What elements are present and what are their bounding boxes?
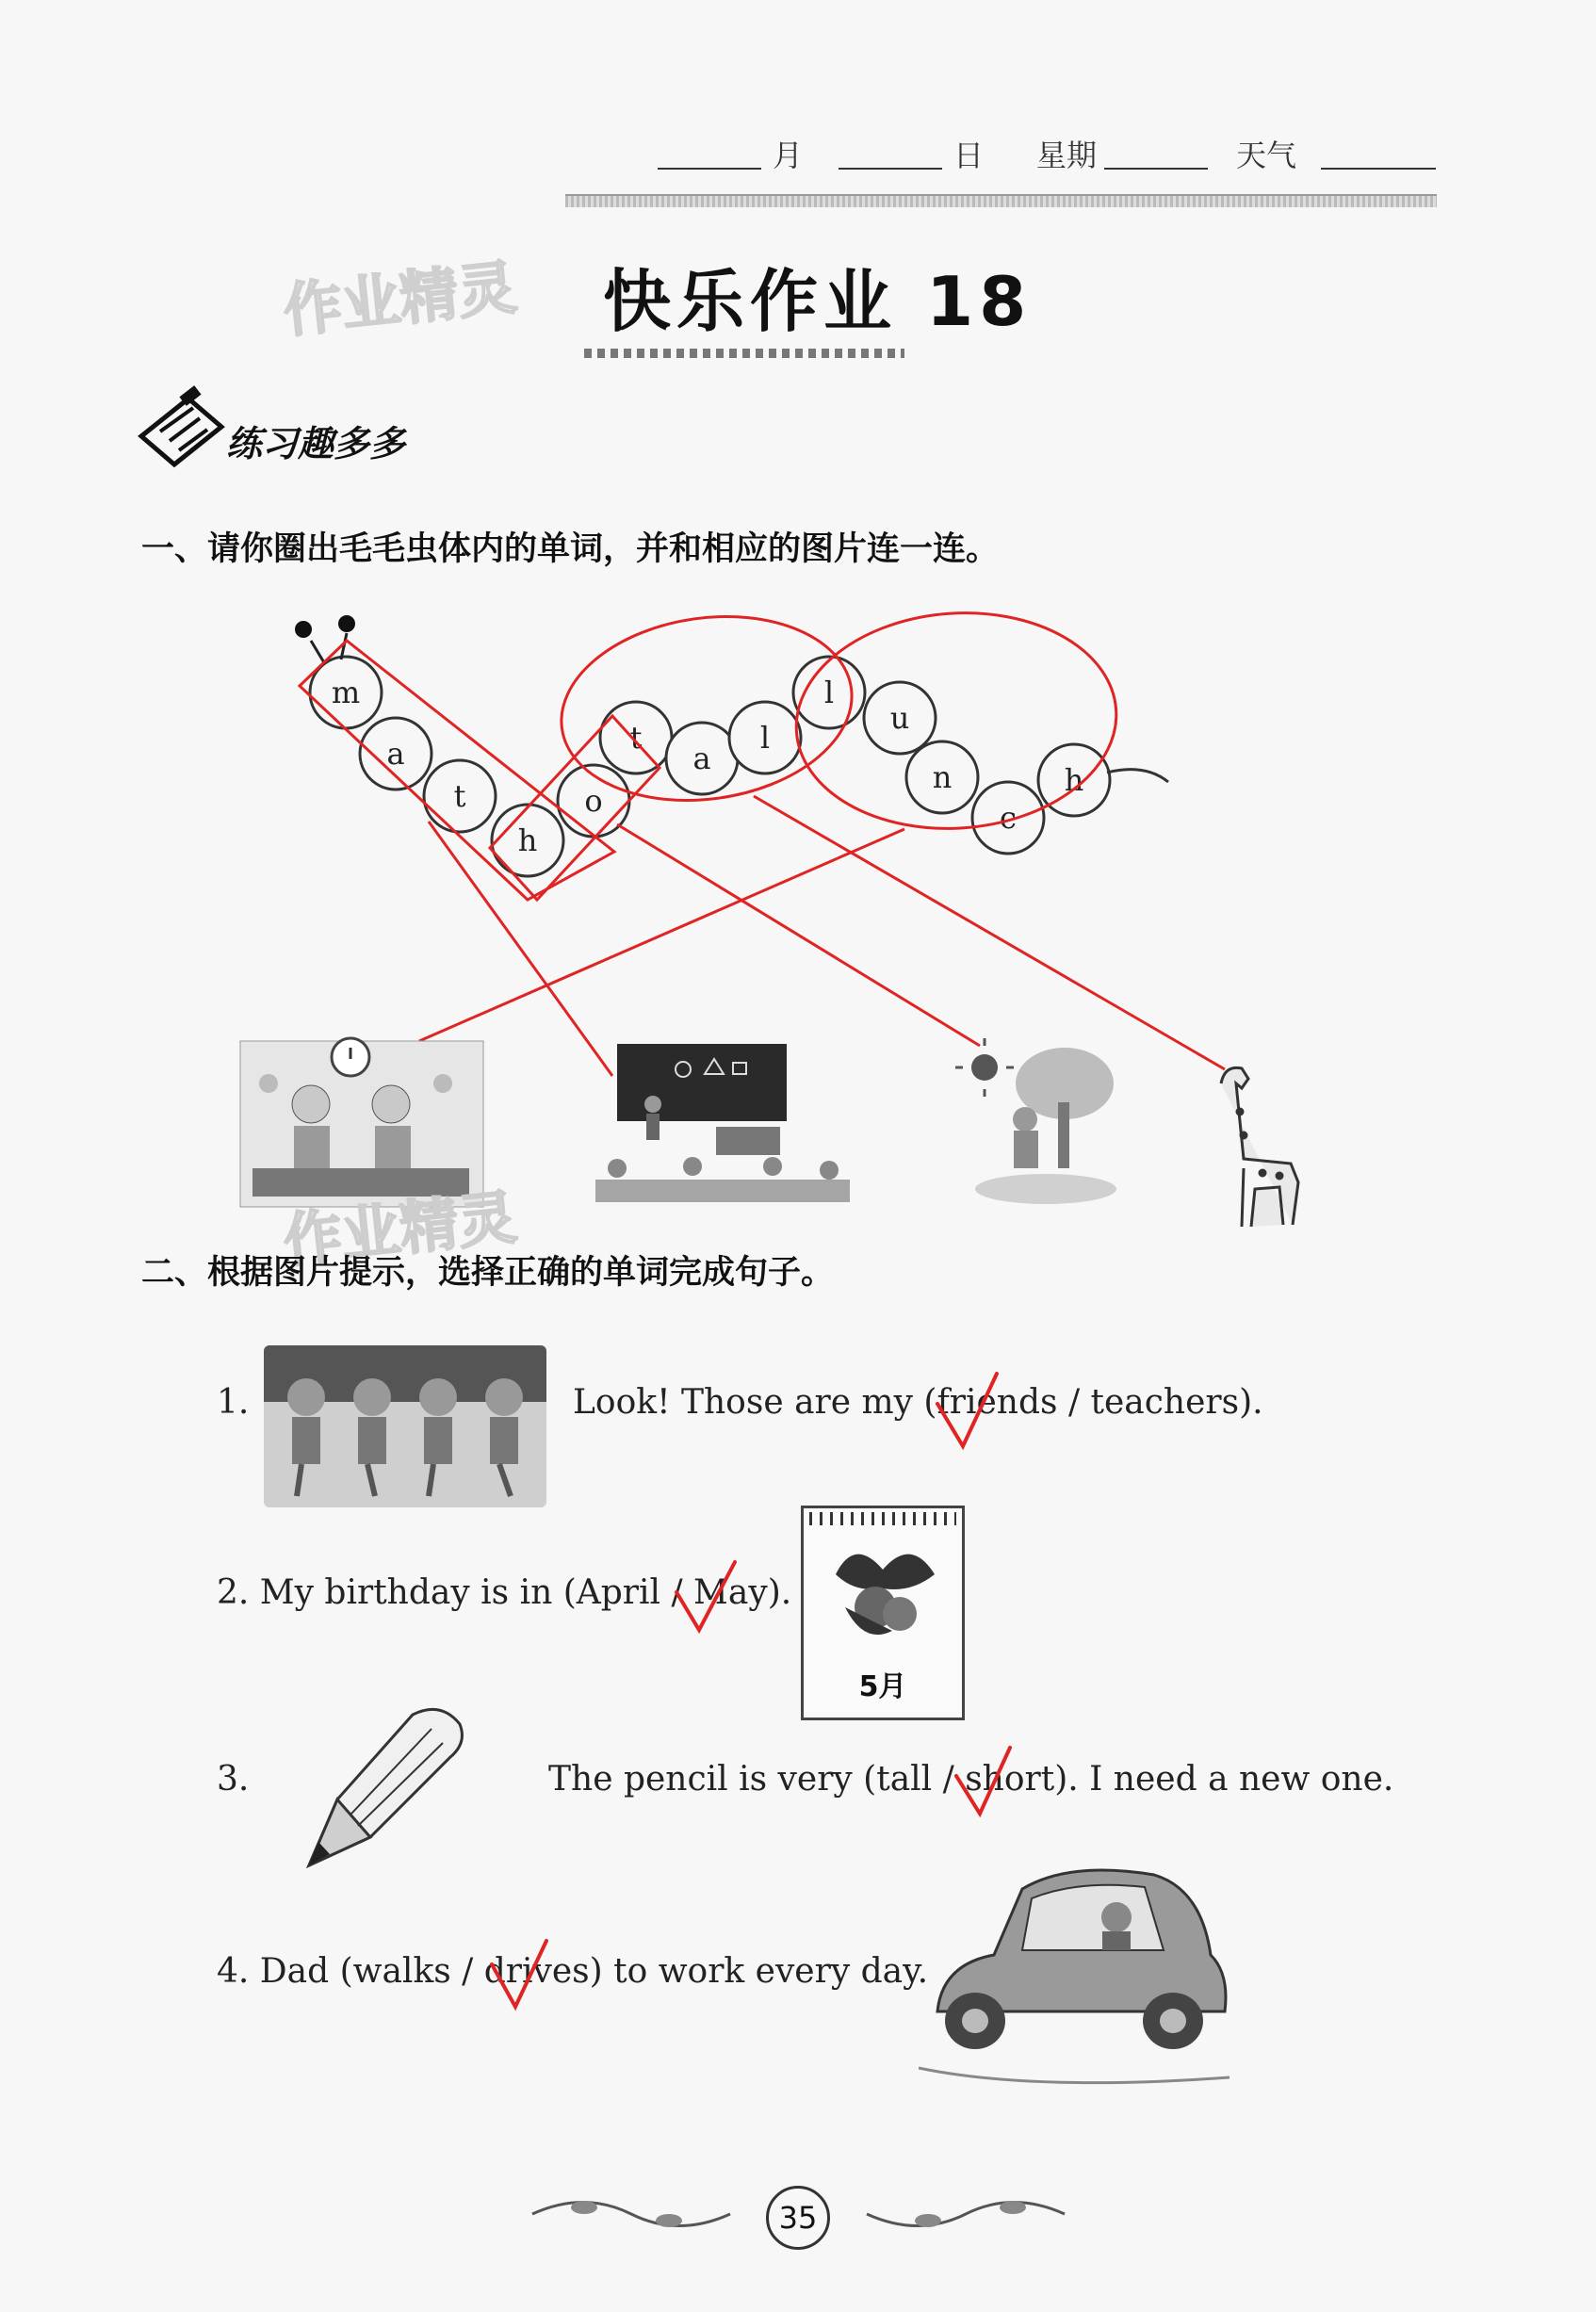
answer-line-lunch	[419, 829, 904, 1041]
month-label: 月	[773, 138, 804, 173]
q1-heading: 一、请你圈出毛毛虫体内的单词，并和相应的图片连一连。	[141, 530, 1000, 568]
calendar-label: 5月	[858, 1670, 907, 1703]
footer-vine-right	[862, 2190, 1069, 2238]
caterpillar-letter: h	[517, 822, 538, 858]
sun-icon	[971, 1054, 998, 1081]
caterpillar-letter: o	[584, 783, 603, 819]
caterpillar-letter: t	[629, 720, 643, 756]
q2-item4-sentence: 4. Dad (walks / drives) to work every day.	[217, 1952, 929, 1991]
page-number-wrap	[0, 2186, 1596, 2250]
friends-picture	[264, 1345, 546, 1507]
section-banner: 练习趣多多	[226, 423, 406, 464]
caterpillar-tail	[1107, 770, 1168, 782]
caterpillar-letter: a	[386, 736, 405, 772]
day-label: 日	[953, 138, 985, 173]
caterpillar-letter: u	[889, 700, 910, 736]
giraffe-picture	[1221, 1067, 1298, 1227]
answer-line-hot	[617, 824, 980, 1046]
page-number: 35	[766, 2186, 830, 2250]
answer-marks	[300, 598, 1225, 1076]
caterpillar-letter: l	[823, 675, 835, 710]
q2-item2-sentence: 2. My birthday is in (April / May).	[217, 1573, 792, 1612]
q2-item3-sentence: The pencil is very (tall / short). I need a new one.	[548, 1760, 1394, 1799]
caterpillar-letter: n	[932, 759, 953, 795]
watermark-middle: 作业精灵	[280, 1182, 520, 1276]
watermark-top: 作业精灵	[280, 252, 520, 346]
caterpillar-letter: t	[453, 778, 466, 814]
caterpillar-body	[310, 657, 1110, 876]
page-title: 快乐作业 18	[603, 262, 1033, 341]
flower-icon	[817, 1537, 949, 1650]
q2-item3-number: 3.	[217, 1760, 250, 1799]
hot-day-picture	[955, 1038, 1116, 1204]
caterpillar-letter: l	[759, 720, 771, 756]
car-picture	[919, 1851, 1239, 2096]
pencil-icon	[300, 1696, 469, 1875]
q2-heading: 二、根据图片提示，选择正确的单词完成句子。	[141, 1254, 835, 1292]
weekday-label: 星期	[1036, 138, 1098, 173]
caterpillar-letter: h	[1064, 762, 1084, 798]
math-class-picture	[595, 1044, 850, 1202]
q2-item1-sentence: Look! Those are my (friends / teachers).	[573, 1383, 1263, 1422]
caterpillar-letter: m	[331, 675, 361, 710]
q2-item1-number: 1.	[217, 1383, 250, 1422]
calendar-rings	[809, 1512, 956, 1525]
weather-label: 天气	[1236, 138, 1297, 173]
may-calendar	[801, 1506, 965, 1720]
caterpillar-letter: c	[1000, 800, 1017, 836]
caterpillar-letter: a	[692, 741, 711, 776]
